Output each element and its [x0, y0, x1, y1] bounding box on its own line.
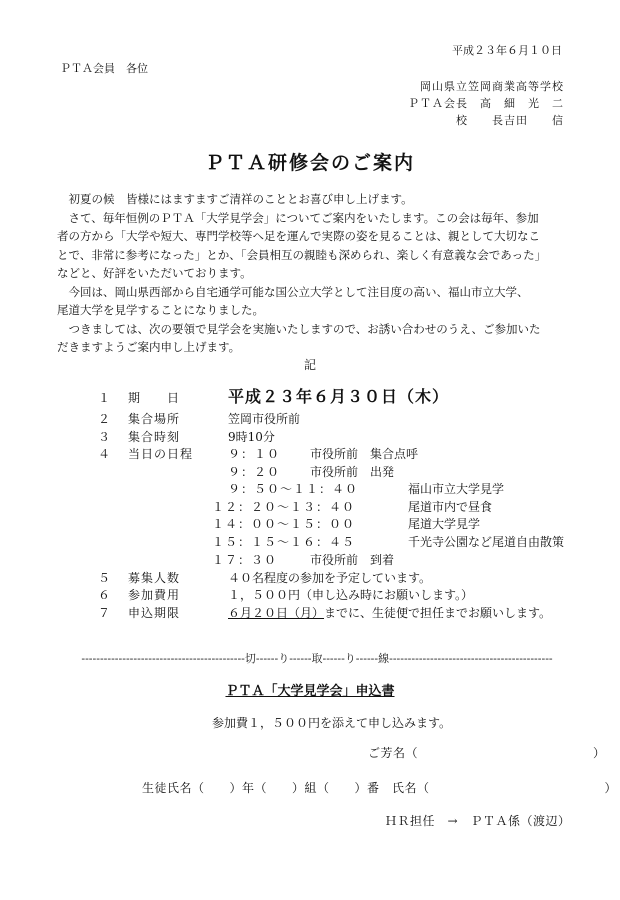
item-number: ６: [98, 588, 111, 602]
form-note: 参加費１，５００円を添えて申し込みます。: [212, 716, 452, 730]
item-time: [98, 428, 275, 446]
item-value: １，５００円（申し込み時にお願いします。）: [228, 588, 474, 602]
schedule-place: 市役所前 到着: [310, 553, 395, 567]
student-info-field[interactable]: 生徒氏名（ ）年（ ）組（ ）番 氏名（ ）: [142, 781, 618, 795]
intro-line: とで、非常に参考になった」とか、「会員相互の親睦も深められ、楽しく有意義な会であった」: [57, 247, 547, 262]
schedule-time: ９：５０～１１：４０: [228, 482, 359, 496]
item-value: 笠岡市役所前: [228, 412, 301, 426]
intro-line: さて、毎年恒例のＰＴＡ「大学見学会」についてご案内をいたします。この会は毎年、参加: [57, 210, 539, 225]
form-title: [0, 680, 620, 699]
schedule-place: 市役所前 集合点呼: [310, 447, 419, 461]
schedule-row: [212, 515, 480, 533]
route-note: ＨＲ担任 → ＰＴＡ係（渡辺）: [385, 814, 571, 828]
item-label: 参加費用: [128, 588, 181, 602]
item-number: ７: [98, 606, 111, 620]
ki-mark: 記: [303, 358, 316, 372]
item-label: 期 日: [128, 391, 181, 405]
intro-line: つきましては、次の要領で見学会を実施いたしますので、お誘い合わせのうえ、ご参加いた: [57, 321, 541, 336]
item-number: １: [98, 391, 111, 405]
schedule-row: [212, 498, 492, 516]
intro-text: [57, 190, 577, 357]
item-capacity: [98, 569, 431, 587]
schedule-place: 尾道大学見学: [408, 517, 481, 531]
schedule-time: １４：００～１５：００: [212, 517, 356, 531]
item-place: [98, 410, 300, 428]
schedule-time: ９：２０: [228, 465, 281, 479]
schedule-time: １５：１５～１６：４５: [212, 535, 356, 549]
intro-line: 初夏の候 皆様にはますますご清祥のこととお喜び申し上げます。: [57, 192, 413, 206]
intro-line: 者の方から「大学や短大、専門学校等へ足を運んで実際の姿を見ることは、親として大切なこ: [57, 229, 540, 243]
principal: 校 長吉田 信: [456, 114, 564, 127]
form-title-text: ＰＴＡ「大学見学会」申込書: [225, 684, 395, 699]
pta-chair: ＰＴＡ会長 高 細 光 二: [408, 97, 564, 110]
item-value: 9時10分: [228, 430, 275, 444]
schedule-time: １２：２０～１３：４０: [212, 500, 356, 514]
intro-line: 尾道大学を見学することになりました。: [57, 303, 264, 317]
item-schedule: [98, 445, 228, 463]
addressee: ＰＴＡ会員 各位: [60, 62, 148, 75]
schedule-row: [212, 445, 418, 463]
item-fee: [98, 586, 473, 604]
item-label: 当日の日程: [128, 447, 194, 461]
school-name: 岡山県立笠岡商業高等学校: [420, 80, 564, 93]
schedule-time: １７：３０: [212, 553, 278, 567]
item-date: [98, 388, 449, 407]
item-label: 集合場所: [128, 412, 181, 426]
schedule-time: ９：１０: [228, 447, 281, 461]
schedule-row: [212, 551, 394, 569]
schedule-place: 千光寺公園など尾道自由散策: [408, 535, 565, 549]
page-title: ＰＴＡ研修会のご案内: [204, 152, 415, 174]
parent-name-field[interactable]: ご芳名（ ）: [368, 746, 606, 760]
intro-line: 今回は、岡山県西部から自宅通学可能な国公立大学として注目度の高い、福山市立大学、: [57, 284, 529, 299]
item-number: ５: [98, 571, 111, 585]
item-value: までに、生徒便で担任までお願いします。: [324, 606, 552, 620]
event-date: 平成２３年６月３０日（木）: [228, 387, 450, 406]
item-label: 集合時刻: [128, 430, 181, 444]
item-value: ４０名程度の参加を予定しています。: [228, 571, 432, 585]
item-number: ２: [98, 412, 111, 426]
item-deadline: [98, 604, 551, 622]
schedule-place: 尾道市内で昼食: [408, 500, 493, 514]
intro-line: などと、好評をいただいております。: [57, 266, 252, 280]
schedule-row: [212, 480, 504, 498]
item-label: 募集人数: [128, 571, 181, 585]
intro-line: だきますようご案内申し上げます。: [57, 340, 241, 354]
schedule-row: [212, 533, 564, 551]
issue-date: 平成２３年６月１０日: [452, 44, 562, 57]
schedule-row: [212, 463, 394, 481]
cut-line: --------------------------------------------切------り------取------り------線--------------------------------------------: [81, 652, 553, 665]
schedule-place: 市役所前 出発: [310, 465, 395, 479]
item-label: 申込期限: [128, 606, 181, 620]
deadline-date: ６月２０日（月）: [228, 606, 325, 620]
item-number: ３: [98, 430, 111, 444]
schedule-place: 福山市立大学見学: [408, 482, 505, 496]
item-number: ４: [98, 447, 111, 461]
